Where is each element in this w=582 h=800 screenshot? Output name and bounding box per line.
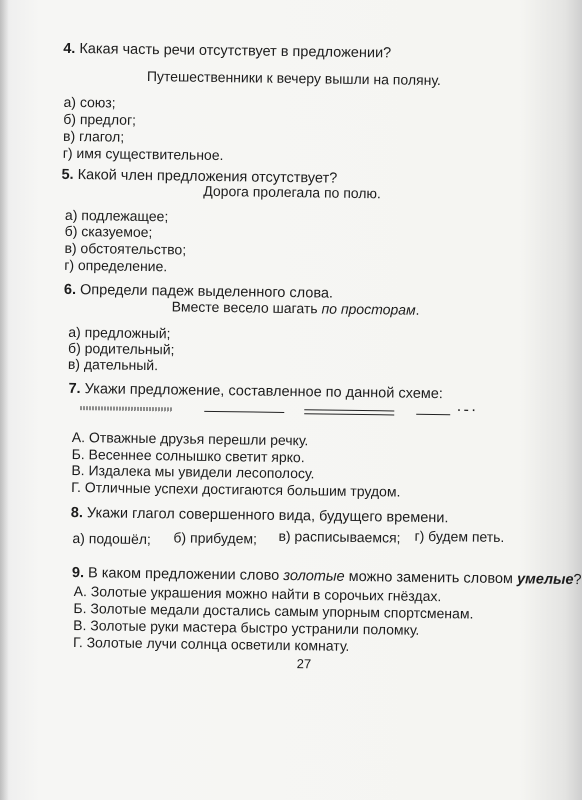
question-4-title [63,41,391,62]
question-8-title [71,505,449,526]
question-7-text: Укажи предложение, составленное по данной схеме: [84,381,443,403]
question-4-option-c: в) глагол; [62,127,125,145]
question-4-option-d: г) имя существительное. [62,144,224,164]
question-5-option-c: в) обстоятельство; [64,239,187,258]
scheme-predicate-line-1 [304,409,394,411]
question-8-option-c: в) расписываемся; [278,527,401,546]
question-6-sentence-start: Вместе весело шагать [171,298,322,317]
question-5-sentence: Дорога пролегала по полю. [203,182,382,202]
question-6-sentence [172,298,420,317]
page-number: 27 [296,656,312,672]
question-9-text-b: можно заменить словом [344,568,518,588]
question-9-option-b: Б. Золотые медали достались самым упорным спортсменам. [73,600,474,622]
question-7-number: 7. [68,380,81,398]
scheme-predicate-line-2 [304,413,394,415]
question-9-text-c: ? [573,572,582,589]
question-5-option-d: г) определение. [64,256,168,275]
question-9-word-zolotye: золотые [283,567,345,585]
scheme-subject-line [204,411,284,413]
question-9-word-umelye: умелые [516,571,574,588]
question-7-option-d: Г. Отличные успехи достигаются большим трудом. [71,478,401,500]
question-6-text: Определи падеж выделенного слова. [79,282,334,302]
question-8-option-d: г) будем петь. [414,527,505,546]
question-8-number: 8. [70,504,84,522]
question-8-option-a: а) подошёл; [72,530,152,548]
scheme-dots: ·-· [456,401,479,419]
question-6-sentence-end: . [415,301,420,318]
question-8-text: Укажи глагол совершенного вида, будущего времени. [86,505,449,527]
question-9-text-a: В каком предложении слово [87,565,284,584]
scheme-wavy-line [80,406,172,411]
question-9-number: 9. [71,564,85,582]
question-6-number: 6. [63,281,77,299]
question-5-option-b: б) сказуемое; [64,222,153,241]
question-9-option-c: В. Золотые руки мастера быстро устранили поломку. [73,617,420,638]
question-9-option-a: А. Золотые украшения можно найти в сорочьих гнёздах. [73,583,442,605]
question-4-text: Какая часть речи отсутствует в предложении? [79,41,392,62]
question-6-option-a: а) предложный; [68,323,171,342]
question-4-number: 4. [63,40,76,57]
question-7-title [68,381,443,402]
question-5-text: Какой член предложения отсутствует? [77,167,338,187]
question-7-option-c: В. Издалека мы увидели лесополосу. [71,461,315,482]
question-5-number: 5. [61,166,74,183]
question-8-option-b: б) прибудем; [173,529,258,547]
question-7-option-b: Б. Весеннее солнышко светит ярко. [71,445,305,466]
question-6-option-b: б) родительный; [68,339,175,358]
question-4-option-a: а) союз; [63,93,116,111]
scheme-line-4 [416,414,450,415]
question-4-option-b: б) предлог; [63,110,137,128]
question-4-sentence: Путешественники к вечеру вышли на поляну. [146,67,441,89]
question-6-highlighted-word: по просторам [321,300,416,318]
question-9-option-d: Г. Золотые лучи солнца осветили комнату. [72,634,350,654]
question-7-option-a: А. Отважные друзья перешли речку. [71,428,309,449]
question-6-option-c: в) дательный. [67,355,159,374]
question-5-option-a: а) подлежащее; [64,206,169,225]
